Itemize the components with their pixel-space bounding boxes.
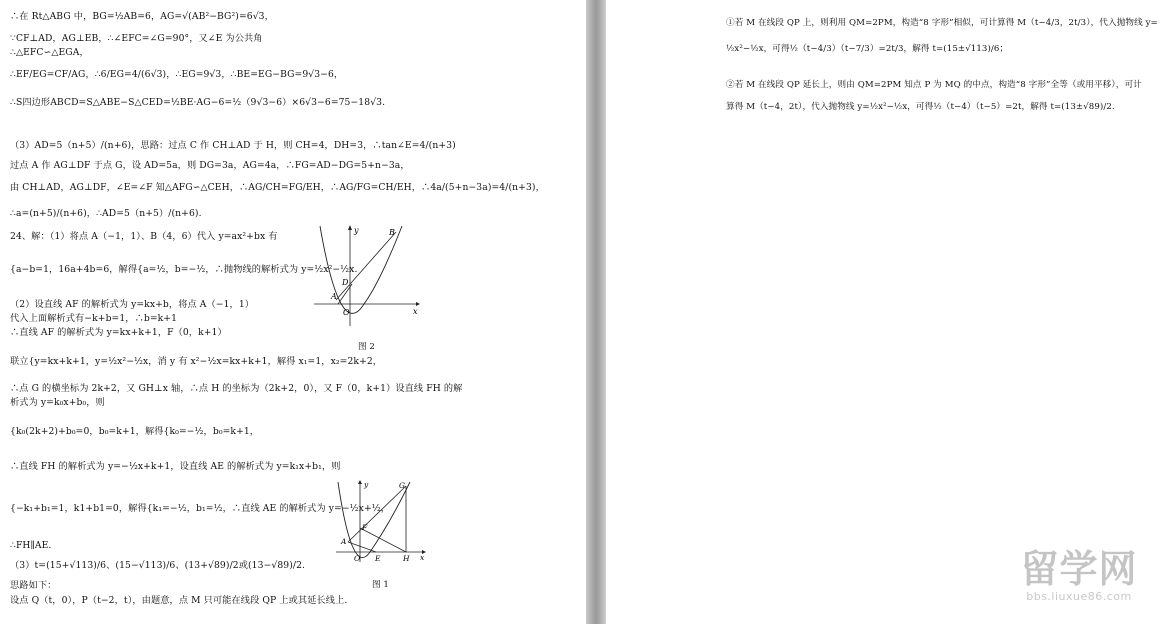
text-line: ½x²−½x，可得½（t−4/3）（t−7/3）=2t/3，解得 t=(15±√113)/6；	[726, 44, 1009, 54]
text-line: ②若 M 在线段 QP 延长上，则由 QM=2PM 知点 P 为 MQ 的中点，构造“8 字形”全等（或用平移），可计	[726, 80, 1142, 90]
label-F: F	[362, 523, 368, 532]
right-page	[606, 0, 1173, 624]
text-line: ①若 M 在线段 QP 上，则利用 QM=2PM，构造“8 字形”相似，可计算得 M（t−4/3，2t/3），代入抛物线 y=	[726, 18, 1158, 28]
figure-2-caption: 图 2	[358, 342, 375, 352]
x-axis-arrow	[416, 302, 420, 306]
text-line: 析式为 y=k₀x+b₀，则	[10, 397, 105, 408]
text-line: 代入上面解析式有−k+b=1，∴b=k+1	[10, 313, 178, 324]
watermark	[999, 548, 1159, 614]
line-AE	[348, 542, 376, 552]
label-y: y	[364, 480, 369, 489]
label-A: A	[331, 292, 337, 301]
text-line: （2）设直线 AF 的解析式为 y=kx+b，将点 A（−1，1）	[10, 299, 255, 310]
text-line: ∴FH∥AE.	[10, 540, 52, 551]
figure-1	[330, 478, 430, 564]
text-line: 思路如下：	[10, 580, 57, 591]
left-page	[0, 0, 586, 624]
text-line: ∴直线 FH 的解析式为 y=−½x+k+1，设直线 AE 的解析式为 y=k₁x+b₁，则	[10, 461, 341, 472]
text-line: {−k₁+b₁=1，k1+b1=0，解得{k₁=−½，b₁=½，∴直线 AE 的解析式为 y=−½x+½，	[10, 503, 391, 514]
text-line: （3）t=(15+√113)/6、(15−√113)/6、(13+√89)/2或(13−√89)/2.	[10, 560, 306, 571]
text-line: ∴a=(n+5)/(n+6)，∴AD=5（n+5）/(n+6).	[10, 208, 202, 219]
text-line: 过点 A 作 AG⊥DF 于点 G，设 AD=5a，则 DG=3a，AG=4a，∴FG=AD−DG=5+n−3a，	[10, 160, 410, 171]
text-line: 联立{y=kx+k+1，y=½x²−½x，消 y 有 x²−½x=kx+k+1，解得 x₁=1，x₂=2k+2，	[10, 356, 383, 367]
text-line: （3）AD=5（n+5）/(n+6)，思路：过点 C 作 CH⊥AD 于 H，则 CH=4，DH=3，∴tan∠E=4/(n+3)	[10, 140, 456, 151]
text-line: 算得 M（t−4，2t），代入抛物线 y=½x²−½x，可得½（t−4）（t−5）=2t，解得 t=(13±√89)/2.	[726, 102, 1115, 112]
label-O: O	[354, 554, 361, 563]
label-x: x	[413, 307, 418, 316]
label-D: D	[342, 278, 349, 287]
page-gutter	[586, 0, 606, 624]
text-line: ∴在 Rt△ABG 中，BG=½AB=6，AG=√(AB²−BG²)=6√3，	[10, 11, 274, 22]
line-AB	[336, 232, 396, 300]
text-line: 由 CH⊥AD，AG⊥DF，∠E=∠F 知△AFG∽△CEH，∴AG/CH=FG/EH，∴AG/FG=CH/EH，∴4a/(5+n−3a)=4/(n+3)，	[10, 182, 545, 193]
watermark-url: bbs.liuxue86.com	[1026, 590, 1132, 603]
watermark-logo: 留学网	[1020, 547, 1138, 591]
text-line: {a−b=1，16a+4b=6，解得{a=½，b=−½，∴抛物线的解析式为 y=½x²−½x.	[10, 264, 358, 275]
figure-2	[310, 222, 425, 332]
text-line: ∴直线 AF 的解析式为 y=kx+k+1，F（0，k+1）	[10, 327, 227, 338]
label-G: G	[399, 481, 405, 490]
label-H: H	[403, 554, 410, 563]
text-line: ∵CF⊥AD，AG⊥EB，∴∠EFC=∠G=90°，又∠E 为公共角	[10, 33, 263, 44]
label-B: B	[389, 228, 395, 237]
figure-1-caption: 图 1	[372, 580, 389, 590]
y-axis-arrow	[348, 225, 352, 230]
label-y: y	[354, 226, 359, 235]
label-A: A	[341, 537, 347, 546]
line-AG	[348, 486, 406, 542]
text-line: 设点 Q（t，0），P（t−2，t），由题意，点 M 只可能在线段 QP 上或其延长线上.	[10, 595, 348, 606]
label-x: x	[420, 553, 425, 562]
label-O: O	[343, 308, 350, 317]
text-line: 24、解：（1）将点 A（−1，1）、B（4，6）代入 y=ax²+bx 有	[10, 231, 278, 242]
parabola	[338, 482, 410, 558]
text-line: ∴S四边形ABCD=S△ABE−S△CED=½BE·AG−6=½（9√3−6）×6√3−6=75−18√3.	[10, 97, 386, 108]
text-line: ∴点 G 的横坐标为 2k+2，又 GH⊥x 轴，∴点 H 的坐标为（2k+2，0），又 F（0，k+1）设直线 FH 的解	[10, 383, 463, 394]
text-line: ∴△EFC∽△EGA，	[10, 47, 89, 58]
label-E: E	[375, 554, 381, 563]
text-line: {k₀(2k+2)+b₀=0，b₀=k+1，解得{k₀=−½，b₀=k+1，	[10, 426, 260, 437]
y-axis-arrow	[358, 480, 362, 484]
text-line: ∴EF/EG=CF/AG，∴6/EG=4/(6√3)，∴EG=9√3，∴BE=EG−BG=9√3−6，	[10, 69, 344, 80]
